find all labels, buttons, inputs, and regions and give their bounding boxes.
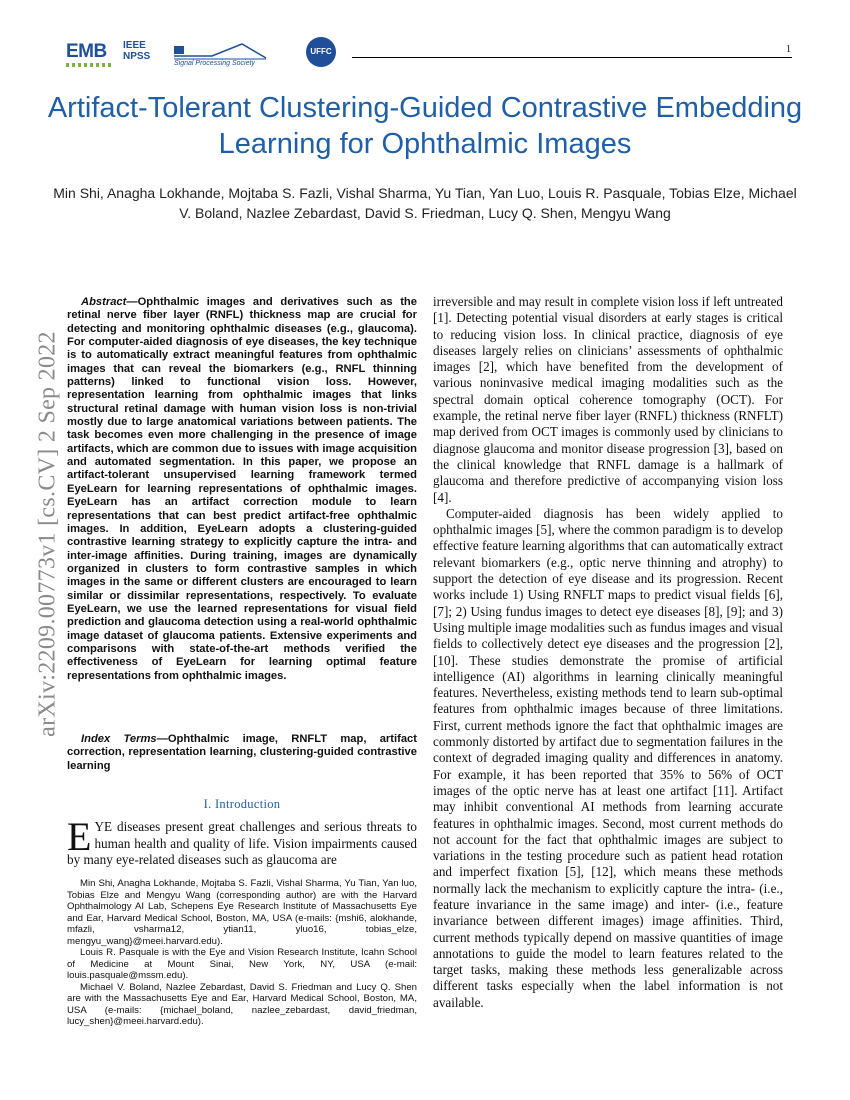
emb-logo	[66, 41, 107, 63]
sps-logo-label: Signal Processing Society	[174, 60, 255, 67]
npss-logo-name: NPSS	[123, 51, 151, 62]
section-heading-introduction: I. Introduction	[203, 797, 281, 811]
right-column-body	[433, 294, 783, 1011]
emb-logo-text: EMB	[66, 41, 107, 62]
footnote: Michael V. Boland, Nazlee Zebardast, David S. Friedman and Lucy Q. Shen are with the Massachusetts Eye and Ear, Harvard Medical School, Boston, MA, USA (e-mails: {michael_boland, nazlee_zebardast, david_friedman, lucy_shen}@meei.harvard.edu).	[67, 981, 417, 1027]
signal-processing-society-logo	[172, 40, 268, 70]
ieee-npss-logo	[123, 40, 167, 62]
abstract-label: Abstract—	[81, 296, 138, 308]
index-terms-text: Ophthalmic image, RNFLT map, artifact correction, representation learning, clustering-guided contrastive learning	[67, 733, 417, 772]
header-rule	[352, 57, 792, 58]
page-number: 1	[786, 44, 791, 55]
body-paragraph: Computer-aided diagnosis has been widely applied to ophthalmic images [5], where the common paradigm is to develop effective feature learning algorithms that can automatically extract relevant biomarkers (e.g., optic nerve thinning and atrophy) to support the detection of eye disease and its progression. Recent works include 1) Using RNFLT maps to predict visual fields [6], [7]; 2) Using fundus images to detect eye diseases [8], [9]; and 3) Using multiple image modalities such as fundus images and visual fields to collectively detect eye diseases and the progression [2], [10]. These studies demonstrate the promise of artificial intelligence (AI) algorithms in learning clinically meaningful features. Nevertheless, existing methods tend to learn sub-optimal features from ophthalmic images because of three limitations. First, current methods ignore the fact that ophthalmic images are commonly distorted by artifact due to segmentation failures in the context of degraded imaging quality and differences in anatomy. For example, it has been reported that 35% to 56% of OCT images of the optic nerve has at least one artifact [11]. Artifact may inhibit conventional AI methods from learning accurate features in ophthalmic images. Second, most current methods do not account for the fact that ophthalmic images are subject to variations in the testing procedure such as patient head rotation and imperfect fixation [5], [12], which means these methods normally lack the mechanism to explicitly capture the intra- (i.e., feature invariance in the same image) and inter- (i.e., feature invariance between different images) image affinities. Third, current methods typically depend on massive quantities of image annotations to guide the model to learn features related to the target tasks, making these methods less generalizable across different tasks especially when the label information is not available.	[433, 505, 783, 1010]
body-paragraph: irreversible and may result in complete vision loss if left untreated [1]. Detecting potential visual disorders at early stages is critical to reducing vision loss. In clinical practice, diagnosis of eye diseases largely relies on clinicians’ assessments of ophthalmic images [2], which have benefited from the development of various noninvasive medical imaging modalities such as the spectral domain optical coherence tomography (OCT). For example, the retinal nerve fiber layer (RNFL) thickness (RNFLT) map derived from OCT images is commonly used by clinicians to diagnose glaucoma and monitor disease progression [3], based on the clinical knowledge that RNFL damage is a hallmark of glaucoma and therefore predictive of accompanying vision loss [4].	[433, 294, 783, 505]
arxiv-stamp: arXiv:2209.00773v1 [cs.CV] 2 Sep 2022	[34, 331, 61, 737]
uffc-logo-text: UFFC	[310, 47, 332, 56]
author-list: Min Shi, Anagha Lokhande, Mojtaba S. Fazli, Vishal Sharma, Yu Tian, Yan Luo, Louis R. Pasquale, Tobias Elze, Michael V. Boland, Nazlee Zebardast, David S. Friedman, Lucy Q. Shen, Mengyu Wang	[53, 185, 797, 221]
drop-cap: E	[67, 814, 92, 859]
index-terms	[67, 733, 417, 773]
intro-text: YE diseases present great challenges and serious threats to human health and quality of life. Vision impairments caused by many eye-related diseases such as glaucoma are	[67, 819, 417, 867]
footnote: Min Shi, Anagha Lokhande, Mojtaba S. Fazli, Vishal Sharma, Yu Tian, Yan luo, Tobias Elze and Mengyu Wang (corresponding author) are with the Harvard Ophthalmology AI Lab, Schepens Eye Research Institute of Massachusetts Eye and Ear, Harvard Medical School, Boston, MA, USA (e-mails: {mshi6, alokhande, mfazli, vsharma12, ytian11, yluo16, tobias_elze, mengyu_wang}@meei.harvard.edu).	[67, 878, 417, 947]
author-footnotes	[67, 878, 417, 1028]
emb-logo-dots	[66, 63, 114, 67]
uffc-logo	[306, 37, 336, 67]
paper-title: Artifact-Tolerant Clustering-Guided Contrastive Embedding Learning for Ophthalmic Images	[47, 92, 803, 160]
intro-paragraph	[67, 814, 417, 869]
footnote: Louis R. Pasquale is with the Eye and Vision Research Institute, Icahn School of Medicine at Mount Sinai, New York, NY, USA (e-mail: louis.pasquale@mssm.edu).	[67, 947, 417, 981]
npss-logo-ieee: IEEE	[123, 40, 146, 51]
abstract-text: Ophthalmic images and derivatives such as the retinal nerve fiber layer (RNFL) thickness map are crucial for detecting and monitoring ophthalmic diseases (e.g., glaucoma). For computer-aided diagnosis of eye diseases, the key technique is to automatically extract meaningful features from ophthalmic images that can reveal the biomarkers (e.g., RNFL thinning patterns) linked to functional vision loss. However, representation learning from ophthalmic images that links structural retinal damage with human vision loss is non-trivial mostly due to large anatomical variations between patients. The task becomes even more challenging in the presence of image artifacts, which are common due to issues with image acquisition and automated segmentation. In this paper, we propose an artifact-tolerant unsupervised learning framework termed EyeLearn for learning representations of ophthalmic images. EyeLearn has an artifact correction module to learn representations that can best predict artifact-free ophthalmic images. In addition, EyeLearn adopts a clustering-guided contrastive learning strategy to explicitly capture the intra- and inter-image affinities. During training, images are dynamically organized in clusters to form contrastive samples in which images in the same or different clusters are encouraged to learn similar or dissimilar representations, respectively. To evaluate EyeLearn, we use the learned representations for visual field prediction and glaucoma detection using a real-world ophthalmic image dataset of glaucoma patients. Extensive experiments and comparisons with state-of-the-art methods verified the effectiveness of EyeLearn for learning optimal feature representations from ophthalmic images.	[67, 296, 417, 682]
index-terms-label: Index Terms—	[81, 733, 168, 745]
sps-emblem-icon	[172, 40, 268, 62]
abstract	[67, 296, 417, 683]
